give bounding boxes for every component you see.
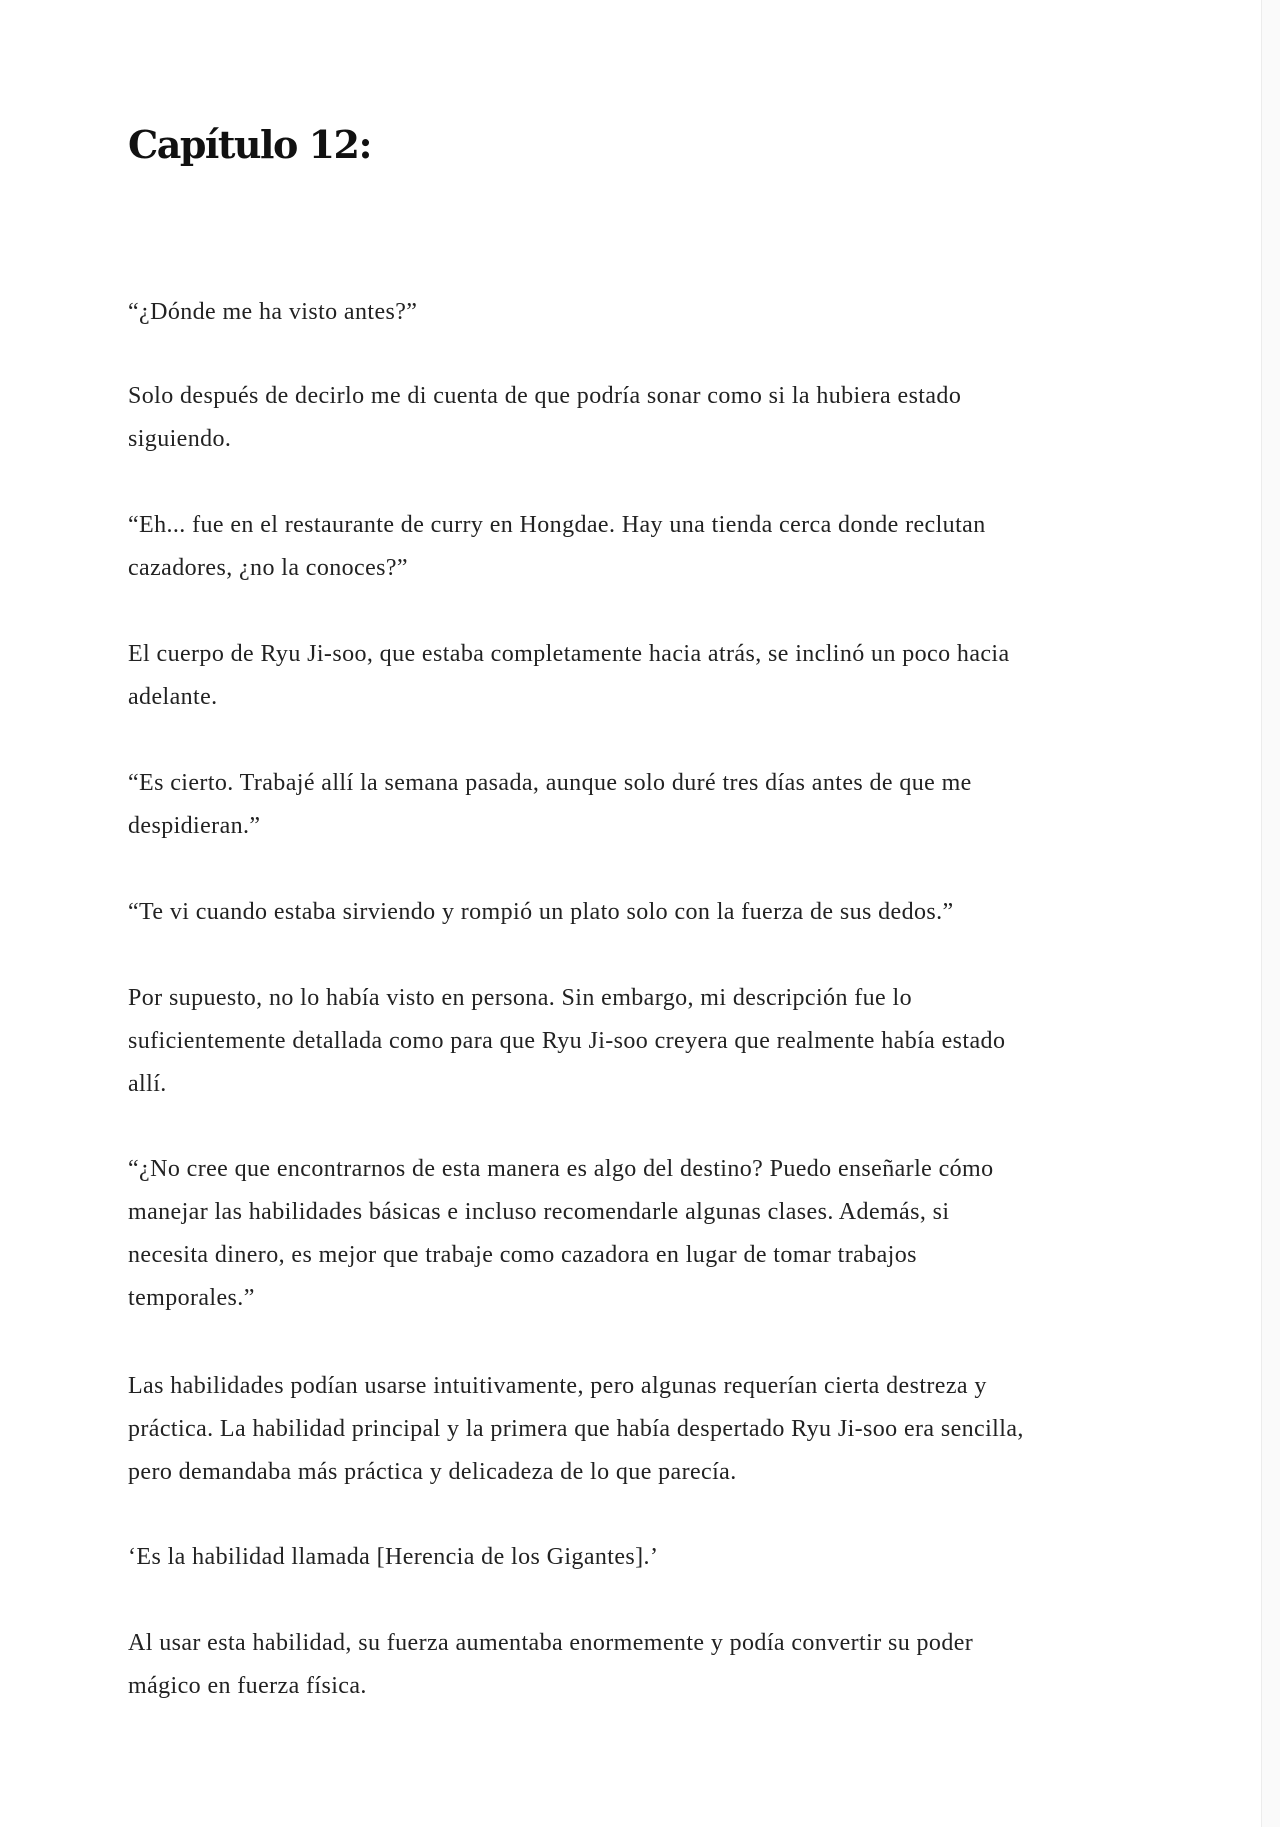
- paragraph-line: ‘Es la habilidad llamada [Herencia de los Gigantes].’: [128, 1544, 659, 1570]
- paragraph-line: El cuerpo de Ryu Ji-soo, que estaba completamente hacia atrás, se inclinó un poco hacia: [128, 641, 1010, 667]
- paragraph: [128, 1148, 994, 1320]
- paragraph-line: suficientemente detallada como para que Ryu Ji-soo creyera que realmente había estado: [128, 1028, 1006, 1054]
- paragraph: [128, 977, 1005, 1106]
- paragraph-line: cazadores, ¿no la conoces?”: [128, 555, 408, 581]
- paragraph: [128, 375, 961, 461]
- paragraph-line: “¿Dónde me ha visto antes?”: [128, 299, 418, 325]
- paragraph: [128, 1365, 1024, 1494]
- paragraph: [128, 891, 954, 934]
- paragraph-line: temporales.”: [128, 1285, 255, 1311]
- paragraph-line: Por supuesto, no lo había visto en persona. Sin embargo, mi descripción fue lo: [128, 985, 912, 1011]
- paragraph-line: práctica. La habilidad principal y la primera que había despertado Ryu Ji-soo era sencilla,: [128, 1416, 1024, 1442]
- paragraph-line: “Es cierto. Trabajé allí la semana pasada, aunque solo duré tres días antes de que me: [128, 770, 972, 796]
- paragraph: [128, 1622, 973, 1708]
- paragraph: [128, 633, 1010, 719]
- paragraph-line: manejar las habilidades básicas e incluso recomendarle algunas clases. Además, si: [128, 1199, 950, 1225]
- paragraph-line: “¿No cree que encontrarnos de esta manera es algo del destino? Puedo enseñarle cómo: [128, 1156, 994, 1182]
- paragraph-line: necesita dinero, es mejor que trabaje como cazadora en lugar de tomar trabajos: [128, 1242, 917, 1268]
- paragraph-line: “Te vi cuando estaba sirviendo y rompió un plato solo con la fuerza de sus dedos.”: [128, 899, 954, 925]
- paragraph-line: siguiendo.: [128, 426, 232, 452]
- paragraph-line: despidieran.”: [128, 813, 261, 839]
- paragraph-line: Solo después de decirlo me di cuenta de que podría sonar como si la hubiera estado: [128, 383, 962, 409]
- chapter-title: Capítulo 12:: [128, 122, 371, 167]
- paragraph-line: allí.: [128, 1071, 167, 1097]
- paragraph-line: mágico en fuerza física.: [128, 1673, 367, 1699]
- paragraph: [128, 504, 986, 590]
- paragraph: [128, 762, 972, 848]
- paragraph: [128, 1536, 658, 1579]
- paragraph-line: pero demandaba más práctica y delicadeza de lo que parecía.: [128, 1459, 737, 1485]
- page-edge: [1261, 0, 1280, 1827]
- paragraph-line: adelante.: [128, 684, 218, 710]
- paragraph-line: Las habilidades podían usarse intuitivamente, pero algunas requerían cierta destreza y: [128, 1373, 987, 1399]
- paragraph-line: “Eh... fue en el restaurante de curry en Hongdae. Hay una tienda cerca donde reclutan: [128, 512, 986, 538]
- paragraph: [128, 291, 417, 334]
- paragraph-line: Al usar esta habilidad, su fuerza aumentaba enormemente y podía convertir su poder: [128, 1630, 974, 1656]
